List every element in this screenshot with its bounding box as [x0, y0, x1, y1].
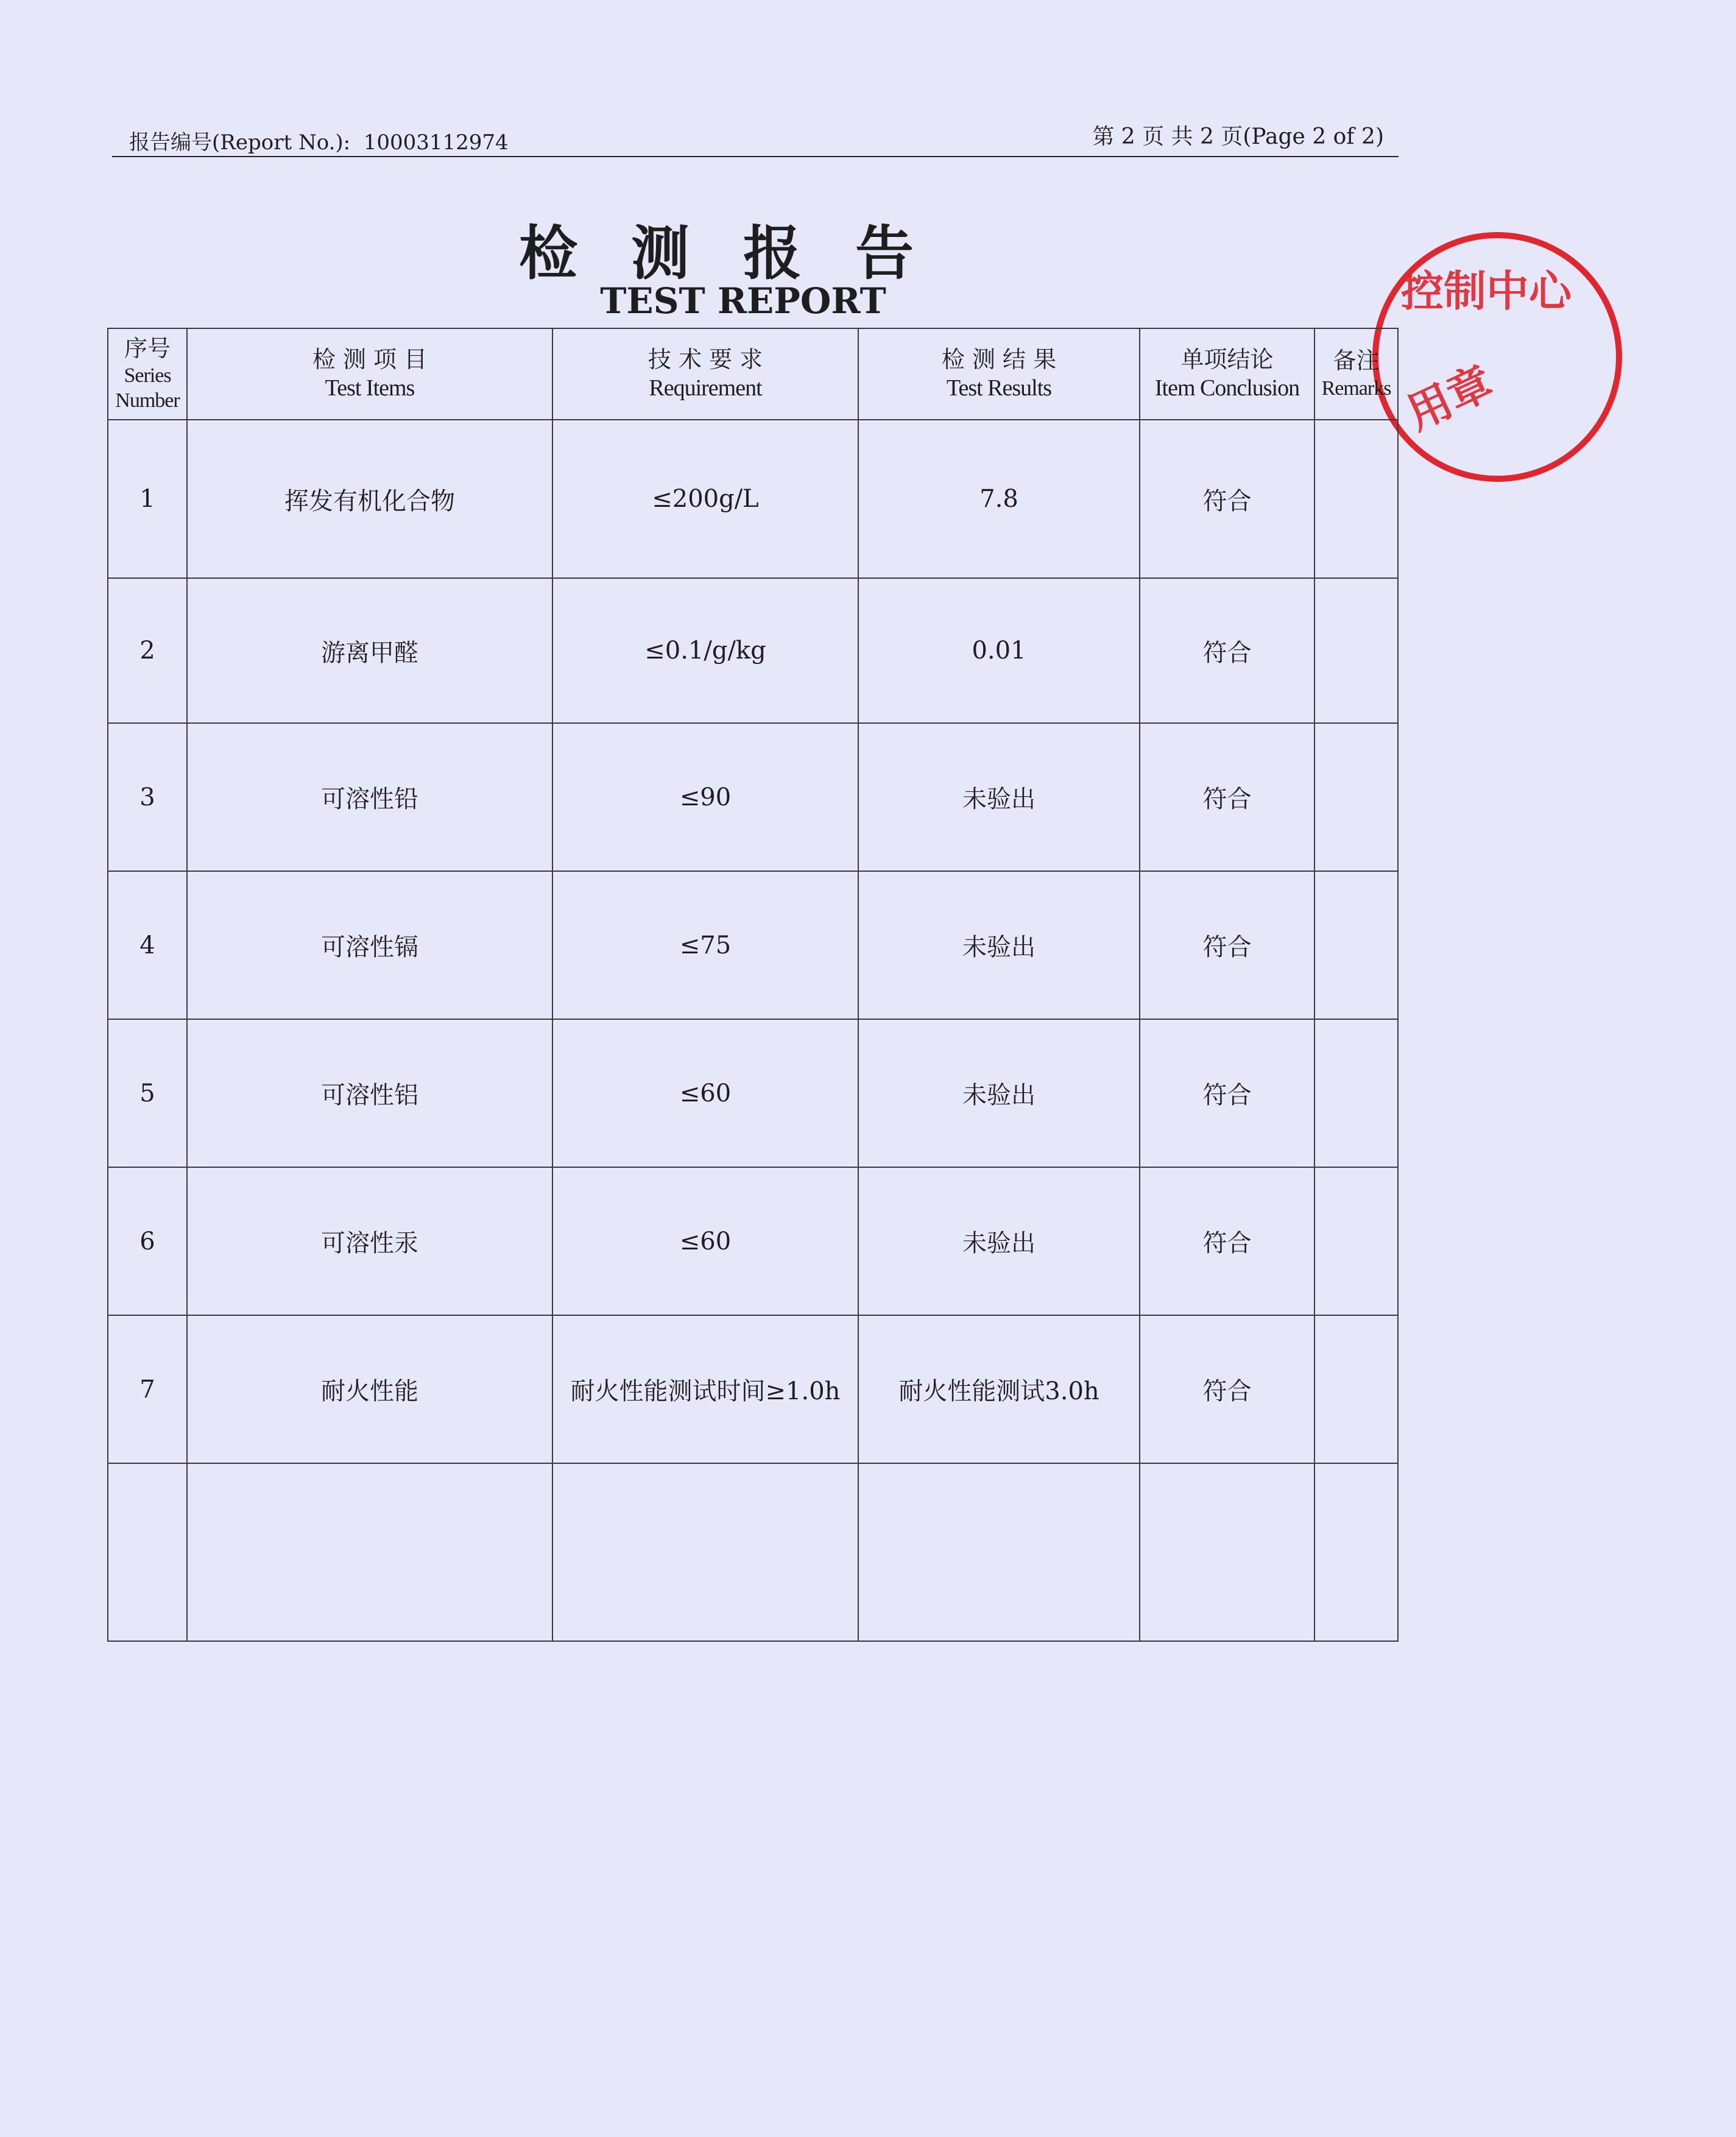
cell-empty — [552, 1463, 858, 1641]
header-series-number — [108, 328, 187, 420]
cell-empty — [1314, 1463, 1398, 1641]
cell-requirement: 耐火性能测试时间≥1.0h — [552, 1315, 858, 1463]
test-results-table — [107, 328, 1399, 1642]
cell-test-item: 可溶性镉 — [187, 871, 552, 1019]
header-test-results — [858, 328, 1140, 420]
cell-result: 未验出 — [858, 1167, 1140, 1315]
cell-empty — [1140, 1463, 1314, 1641]
cell-result: 0.01 — [858, 578, 1140, 723]
cell-remarks — [1314, 1315, 1398, 1463]
cell-result: 未验出 — [858, 1019, 1140, 1167]
table-row — [108, 871, 1398, 1019]
cell-number: 4 — [108, 871, 187, 1019]
table-row — [108, 1019, 1398, 1167]
svg-text:用章: 用章 — [1399, 356, 1501, 440]
table-row — [108, 723, 1398, 871]
cell-conclusion: 符合 — [1140, 1315, 1314, 1463]
header-item-en: Test Items — [325, 375, 415, 401]
cell-empty — [108, 1463, 187, 1641]
cell-result: 未验出 — [858, 871, 1140, 1019]
page-indicator: 第 2 页 共 2 页(Page 2 of 2) — [1092, 124, 1384, 149]
header-remarks-cn: 备注 — [1333, 347, 1380, 374]
cell-test-item: 可溶性铝 — [187, 1019, 552, 1167]
cell-empty — [858, 1463, 1140, 1641]
header-number-cn: 序号 — [124, 335, 171, 362]
cell-conclusion: 符合 — [1140, 1167, 1314, 1315]
cell-conclusion: 符合 — [1140, 871, 1314, 1019]
header-remarks — [1314, 328, 1398, 420]
header-remarks-en: Remarks — [1321, 376, 1391, 400]
cell-result: 未验出 — [858, 723, 1140, 871]
cell-remarks — [1314, 578, 1398, 723]
table-row — [108, 1315, 1398, 1463]
report-number — [129, 125, 509, 155]
header-requirement-cn: 技 术 要 求 — [647, 345, 763, 373]
table-row — [108, 578, 1398, 723]
cell-requirement: ≤75 — [552, 871, 858, 1019]
title-english: TEST REPORT — [600, 280, 886, 322]
cell-conclusion: 符合 — [1140, 578, 1314, 723]
cell-test-item: 挥发有机化合物 — [187, 420, 552, 578]
cell-conclusion: 符合 — [1140, 723, 1314, 871]
cell-number: 7 — [108, 1315, 187, 1463]
page-header — [112, 116, 1399, 157]
header-test-items — [187, 328, 552, 420]
header-number-en1: Series — [124, 364, 171, 387]
cell-requirement: ≤60 — [552, 1167, 858, 1315]
cell-remarks — [1314, 420, 1398, 578]
cell-empty — [187, 1463, 552, 1641]
cell-result: 耐火性能测试3.0h — [858, 1315, 1140, 1463]
cell-requirement: ≤200g/L — [552, 420, 858, 578]
header-conclusion-en: Item Conclusion — [1154, 375, 1300, 401]
cell-result: 7.8 — [858, 420, 1140, 578]
table-row-empty — [108, 1463, 1398, 1641]
cell-number: 1 — [108, 420, 187, 578]
cell-number: 5 — [108, 1019, 187, 1167]
cell-conclusion: 符合 — [1140, 420, 1314, 578]
cell-requirement: ≤90 — [552, 723, 858, 871]
header-item-cn: 检 测 项 目 — [312, 345, 428, 373]
cell-test-item: 可溶性汞 — [187, 1167, 552, 1315]
table-header-row — [108, 328, 1398, 420]
cell-number: 2 — [108, 578, 187, 723]
cell-remarks — [1314, 1167, 1398, 1315]
table-row — [108, 420, 1398, 578]
header-result-cn: 检 测 结 果 — [941, 345, 1057, 373]
header-requirement — [552, 328, 858, 420]
table-row — [108, 1167, 1398, 1315]
report-number-value: 10003112974 — [363, 130, 509, 155]
cell-remarks — [1314, 723, 1398, 871]
header-number-en2: Number — [115, 389, 180, 412]
title-chinese: 检测报告 — [519, 219, 967, 288]
cell-test-item: 可溶性铅 — [187, 723, 552, 871]
cell-remarks — [1314, 1019, 1398, 1167]
header-item-conclusion — [1140, 328, 1314, 420]
header-conclusion-cn: 单项结论 — [1180, 345, 1274, 373]
cell-remarks — [1314, 871, 1398, 1019]
cell-requirement: ≤60 — [552, 1019, 858, 1167]
cell-conclusion: 符合 — [1140, 1019, 1314, 1167]
svg-text:控制中心: 控制中心 — [1401, 266, 1572, 316]
cell-number: 6 — [108, 1167, 187, 1315]
header-requirement-en: Requirement — [649, 375, 762, 401]
header-result-en: Test Results — [946, 375, 1052, 401]
cell-number: 3 — [108, 723, 187, 871]
cell-requirement: ≤0.1/g/kg — [552, 578, 858, 723]
report-number-label: 报告编号(Report No.): — [129, 130, 351, 155]
cell-test-item: 耐火性能 — [187, 1315, 552, 1463]
cell-test-item: 游离甲醛 — [187, 578, 552, 723]
